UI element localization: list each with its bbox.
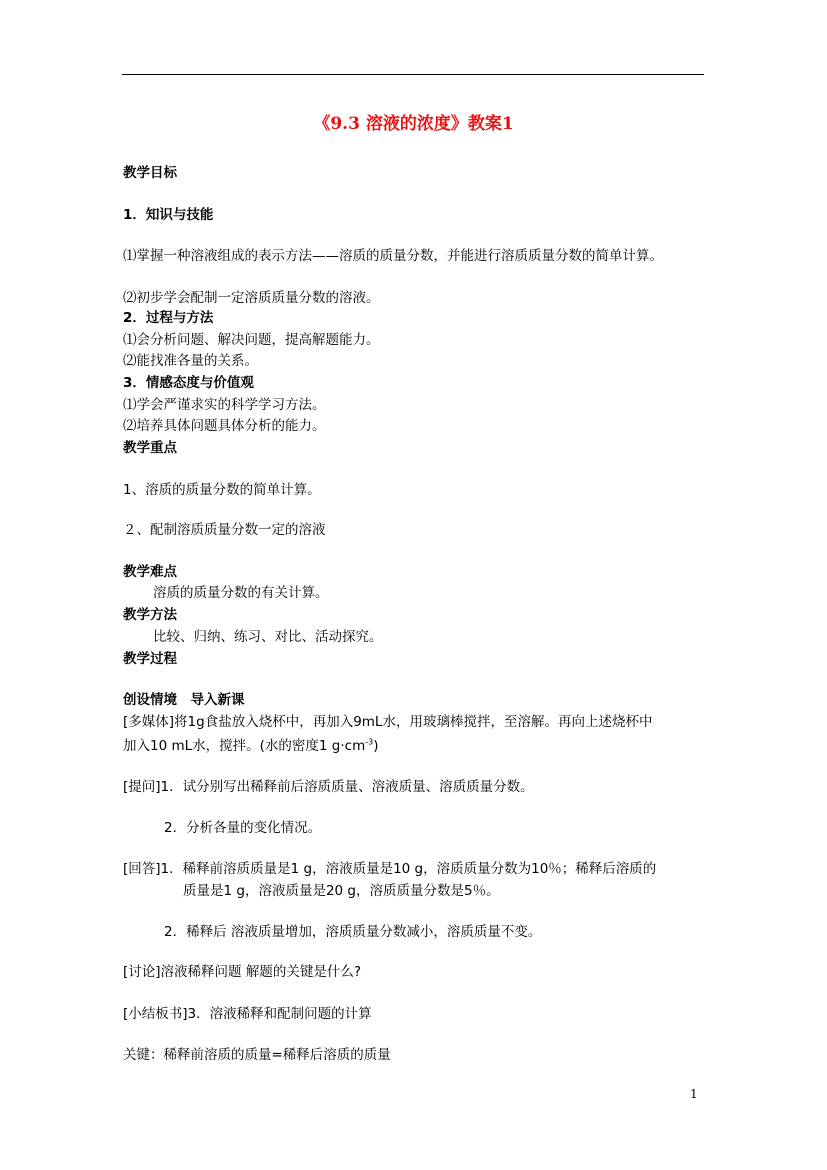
section-2-heading: 2．过程与方法 xyxy=(123,310,214,326)
section-1-heading: 1．知识与技能 xyxy=(123,207,214,223)
answer-1-line-1: [回答]1．稀释前溶质质量是1 g，溶液质量是10 g，溶质质量分数为10％；稀释后溶质的 xyxy=(123,861,657,877)
key-point-item-1: 1、溶质的质量分数的简单计算。 xyxy=(123,482,321,498)
key-point: 关键：稀释前溶质的质量=稀释后溶质的质量 xyxy=(123,1047,391,1063)
difficulty-item: 溶质的质量分数的有关计算。 xyxy=(153,585,329,601)
document-title: 《9.3 溶液的浓度》教案1 xyxy=(313,114,514,134)
section-2-item-1: ⑴会分析问题、解决问题，提高解题能力。 xyxy=(123,332,380,348)
goals-heading: 教学目标 xyxy=(123,165,177,181)
section-3-heading: 3．情感态度与价值观 xyxy=(123,375,254,391)
media-line-2-end: ) xyxy=(373,738,379,754)
media-line-2 xyxy=(123,736,379,756)
summary: [小结板书]3．溶液稀释和配制问题的计算 xyxy=(123,1006,372,1022)
section-1-item-1: ⑴掌握一种溶液组成的表示方法——溶质的质量分数，并能进行溶质质量分数的简单计算。 xyxy=(123,248,663,264)
section-3-item-1: ⑴学会严谨求实的科学学习方法。 xyxy=(123,397,326,413)
header-rule xyxy=(122,74,704,75)
key-point-item-2: ２、配制溶质质量分数一定的溶液 xyxy=(123,522,326,538)
section-2-item-2: ⑵能找准各量的关系。 xyxy=(123,353,258,369)
difficulty-heading: 教学难点 xyxy=(123,564,177,580)
question-2: 2．分析各量的变化情况。 xyxy=(164,820,322,836)
key-points-heading: 教学重点 xyxy=(123,440,177,456)
page-number: 1 xyxy=(690,1087,698,1101)
process-heading: 教学过程 xyxy=(123,651,177,667)
method-heading: 教学方法 xyxy=(123,607,177,623)
question-1: [提问]1．试分别写出稀释前后溶质质量、溶液质量、溶质质量分数。 xyxy=(123,779,534,795)
media-line-1: [多媒体]将1g食盐放入烧杯中，再加入9mL水，用玻璃棒搅拌，至溶解。再向上述烧杯中 xyxy=(123,714,653,730)
answer-2: 2．稀释后 溶液质量增加，溶质质量分数减小，溶质质量不变。 xyxy=(164,924,542,940)
discussion: [讨论]溶液稀释问题 解题的关键是什么? xyxy=(123,964,361,980)
section-3-item-2: ⑵培养具体问题具体分析的能力。 xyxy=(123,418,326,434)
media-line-2-text: 加入10 mL水，搅拌。(水的密度1 g·cm xyxy=(123,738,366,754)
answer-1-line-2: 质量是1 g，溶液质量是20 g，溶质质量分数是5％。 xyxy=(183,883,500,899)
method-item: 比较、归纳、练习、对比、活动探究。 xyxy=(153,629,383,645)
density-exponent: -3 xyxy=(365,737,374,747)
intro-heading: 创设情境 导入新课 xyxy=(123,692,245,708)
section-1-item-2: ⑵初步学会配制一定溶质质量分数的溶液。 xyxy=(123,290,380,306)
